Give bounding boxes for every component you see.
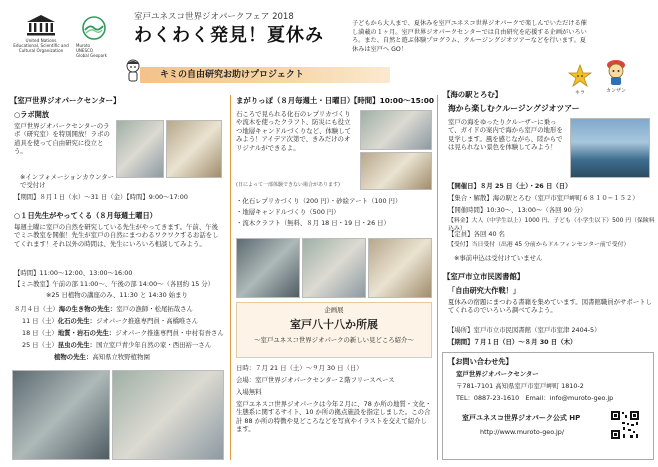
kid-mascot-icon	[122, 58, 144, 86]
schedule-teacher: ジオパーク推進専門員・高橋唯さん	[96, 317, 199, 325]
library-text: 夏休みの宿題にまつわる書籍を集めています。図書館職員がサポートしてくれるのでいろいろ調べてみよう。	[448, 298, 652, 315]
exhibit-date: 日時：７月 21 日（土）〜９月 30 日（日）	[236, 364, 363, 372]
cruise-capacity: 【定員】各回 40 名	[448, 230, 505, 238]
schedule-teacher: ジオパーク推進専門員・中村有吾さん	[115, 329, 224, 337]
exhibit-fee: 入場無料	[236, 388, 262, 396]
umino-eki-heading: 【海の駅とろむ】	[443, 90, 503, 99]
schedule-date: ８月４日（土）	[14, 305, 59, 313]
cruise-dates: 【開催日】８月 25 日（土）・26 日（日）	[448, 182, 572, 190]
schedule-date: 11 日（土）	[22, 317, 58, 325]
activity-photo-1	[236, 238, 300, 298]
teacher-visit-time: 【時間】11:00〜12:00、13:00〜16:00	[14, 269, 133, 277]
kanzen-mascot-icon	[603, 58, 629, 86]
schedule-date: 25 日（土）	[22, 341, 58, 349]
activity-photo-3	[368, 238, 432, 298]
contact-heading: 【お問い合わせ先】	[448, 357, 513, 366]
cruise-times: 【開催時間】10:30〜、13:00〜（各回 90 分）	[448, 206, 587, 214]
magarippo-activity-list	[236, 197, 434, 230]
column-divider-1	[230, 95, 231, 460]
library-period: 【期間】７月１日（日）〜８月 30 日（木）	[448, 338, 577, 346]
contact-phone-email: TEL：0887-23-1610 Email：info@muroto-geo.jp	[456, 394, 614, 402]
exhibit-label: 企画展	[324, 306, 344, 314]
lab-period: 【期間】８月１日（水）〜31 日（金）【時間】9:00〜17:00	[14, 193, 188, 201]
exhibit-text: 室戸ユネスコ世界ジオパークは今年２月に、78 か所の地質・文化・生態系に関するサイト、10 か所の拠点施設を指定しました。この合計 88 か所の特徴や見どころなどを写真やイラストを交えて紹介します。	[236, 400, 432, 434]
schedule-row	[14, 353, 228, 365]
cruise-title: 海から楽しむクルージングジオツアー	[448, 104, 580, 113]
unesco-caption: United Nations Educational, Scientific and Cultural Organization	[13, 38, 69, 54]
schedule-topic: 化石の先生：	[57, 317, 97, 325]
teacher-photo-2	[112, 370, 224, 460]
magarippo-text: 石ころで見られる化石のレプリカづくりや流木を使ったクラフト、防災にも役立つ地層キャンドルづくりなど、体験してみよう！アイデア次第で、きみだけのオリジナルができるよ。	[236, 110, 352, 152]
magarippo-heading: まがりっぽ（８月毎週土・日曜日）	[236, 96, 355, 105]
mini-class-note: ※25 日植物の講座のみ、11:30 と 14:30 始まり	[46, 291, 188, 299]
unesco-temple-icon	[26, 14, 56, 36]
geopark-caption: Muroto UNESCO Global Geopark	[76, 43, 107, 59]
cruise-application-note: ※事前申込は受付けていません	[454, 254, 543, 262]
contact-address: 〒781-7101 高知県室戸市室戸岬町 1810-2	[456, 382, 584, 390]
page-title: わくわく発見！夏休み	[134, 25, 324, 46]
official-site-url[interactable]: http://www.muroto-geo.jp/	[480, 428, 565, 436]
schedule-topic: 昆虫の先生：	[57, 341, 97, 349]
activity-photo-2	[302, 238, 366, 298]
schedule-teacher: 国立室戸青少年自然の家・西田裕一さん	[96, 341, 212, 349]
mini-class-times: 【ミニ教室】午前の部 11:00〜、午後の部 14:00〜（各回約 15 分）	[14, 280, 215, 288]
schedule-teacher: 室戸の漁師・松尾拓哉さん	[116, 305, 193, 313]
mascot-kanzen	[603, 58, 629, 95]
schedule-date: 18 日（土）	[22, 329, 58, 337]
lab-photo-1	[116, 120, 164, 178]
exhibit-subtitle: 〜室戸ユネスコ世界ジオパークの新しい見どころ紹介〜	[254, 336, 414, 344]
mascot-kira	[568, 64, 592, 97]
contact-organization: 室戸世界ジオパークセンター	[456, 370, 539, 378]
unesco-logo	[8, 14, 74, 53]
lab-open-title: ○ラボ開放	[14, 110, 50, 119]
cruise-photo	[570, 118, 650, 178]
schedule-row	[14, 317, 228, 329]
teacher-visit-title: ○１日先生がやってくる（８月毎週土曜日）	[14, 211, 157, 220]
schedule-topic: 植物の先生：	[54, 353, 93, 361]
cruise-fee: 【料金】大人（中学生以上）1000 円、子ども（小学生以下）500 円（保険料込み）	[448, 218, 655, 232]
magarippo-photo-1	[360, 110, 432, 150]
fair-subtitle: 室戸ユネスコ世界ジオパークフェア 2018	[134, 12, 294, 22]
library-place: 【場所】室戸市立市民図書館（室戸市室津 2404-5）	[448, 326, 601, 334]
contact-box	[442, 352, 654, 460]
activity-item: ・化石レプリカづくり（200 円）・砂絵アート（100 円）	[236, 197, 402, 205]
schedule-row	[14, 341, 228, 353]
magarippo-time: 【時間】10:00〜15:00	[350, 96, 435, 105]
teacher-visit-text: 毎週土曜に室戸の自然を研究している先生がやってきます。午前、午後でミニ教室を開催！先生が室戸の自然にまつわるワクワクするお話をしてくれます！それ以外の時間は、先生にいろいろ相談してみよう。	[14, 223, 219, 248]
schedule-topic: 地質・岩石の先生：	[57, 329, 116, 337]
column-divider-2	[437, 95, 438, 460]
teacher-schedule	[14, 305, 228, 365]
official-site-name: 室戸ユネスコ世界ジオパーク公式 HP	[462, 414, 581, 422]
lab-photo-2	[166, 120, 222, 178]
geopark-center-heading: 【室戸世界ジオパークセンター】	[10, 96, 121, 105]
teacher-photo-1	[12, 370, 110, 460]
schedule-topic: 海の生き物の先生：	[58, 305, 117, 313]
cruise-application: 【受付】当日受付（出港 45 分前からドルフィンセンター前で受付）	[448, 242, 630, 248]
lab-open-note: ※インフォメーションカウンターで受付け	[20, 173, 114, 190]
library-heading: 【室戸市立市民図書館】	[443, 272, 525, 281]
cruise-meeting-point: 【集合・解散】海の駅とろむ（室戸市室戸岬町６８１０−１５２）	[448, 194, 639, 202]
geopark-wave-icon	[82, 16, 106, 40]
library-title: 「自由研究大作戦！」	[448, 286, 520, 295]
mascot-kira-label: キラ	[574, 90, 585, 97]
geopark-logo	[76, 16, 112, 59]
intro-text: 子どもから大人まで、夏休みを室戸ユネスコ世界ジオパークで楽しんでいただける催し満載の１ヶ月。室戸世界ジオパークセンターでは自由研究を応援する企画がいろいろ。また、自然と遊ぶ体験プログラム、クルージングジオツアーなどを行います。夏休みは室戸へ GO！	[352, 20, 587, 54]
schedule-teacher: 高知県立牧野植物園	[92, 353, 150, 361]
schedule-row	[14, 329, 228, 341]
magarippo-photo-2	[360, 152, 432, 190]
qr-code-icon[interactable]	[610, 410, 640, 442]
kira-mascot-icon	[568, 64, 592, 88]
cruise-text: 室戸の海をゆったりクルーザーに乗って、ガイドの案内で海から室戸の地形を見学します。風を感じながら、陸からでは見られない景色を体験してみよう！	[448, 118, 563, 152]
activity-item: ・流木クラフト（無料、８月 18 日・19 日・26 日）	[236, 219, 390, 227]
activity-item: ・地層キャンドルづくり（500 円）	[236, 208, 340, 216]
exhibit-title: 室戸八十八か所展	[290, 318, 378, 331]
lab-open-text: 室戸世界ジオパークセンターのラボ（研究室）を特別開放！ラボの道具を使って自由研究に役立とう。	[14, 122, 110, 156]
mascot-kanzen-label: カンザン	[606, 88, 626, 95]
magarippo-note: (日によって一部体験できない場合があります)	[236, 182, 340, 188]
exhibit-place: 会場：室戸世界ジオパークセンター２階フリースペース	[236, 376, 395, 384]
schedule-row	[14, 305, 228, 317]
banner-title: キミの自由研究お助けプロジェクト	[160, 70, 304, 80]
